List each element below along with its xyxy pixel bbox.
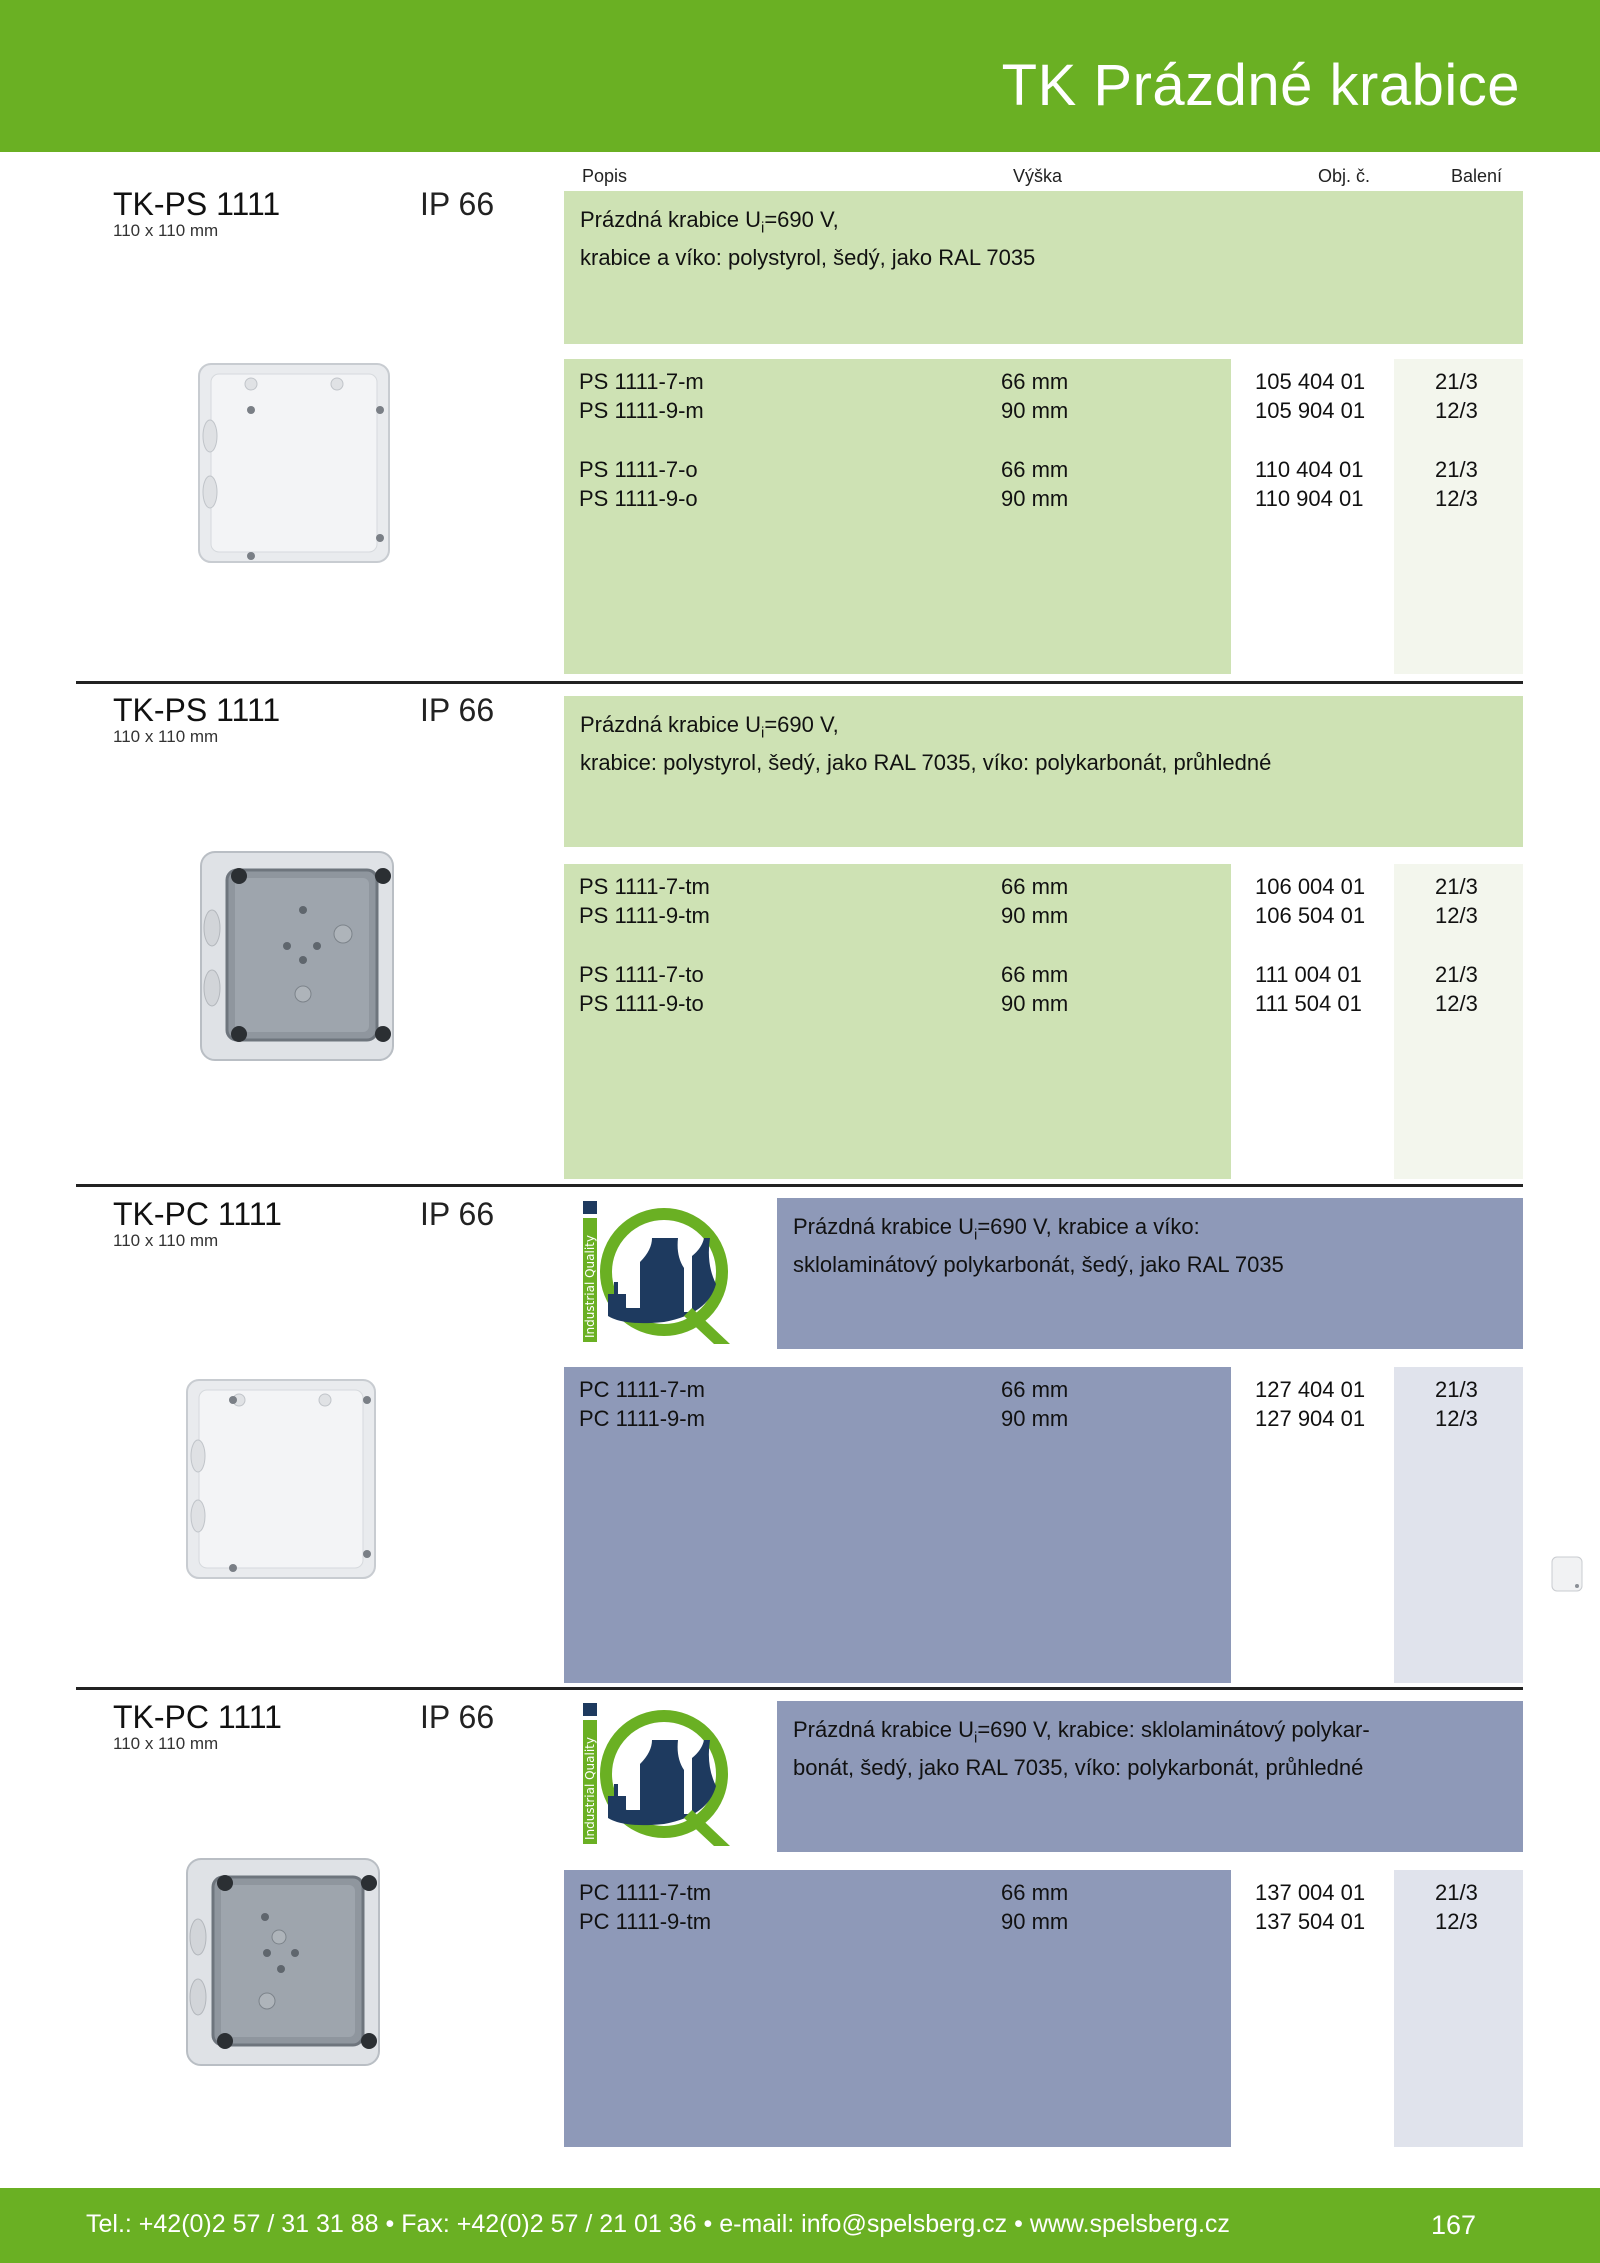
pack-quantity: 12/3 [1435, 486, 1478, 511]
description-text: Prázdná krabice $U_i=690$ V, krabice: sklolaminátový polykar- bonát, šedý, jako RAL 7035, víko: polykarbonát, průhledné [793, 1717, 1370, 1781]
height-value: 90 mm [1001, 903, 1069, 928]
pack-quantity: 12/3 [1435, 398, 1478, 423]
type-code: PS 1111-7-m [579, 369, 704, 394]
pack-quantity: 12/3 [1435, 1406, 1478, 1431]
height-value: 90 mm [1001, 398, 1069, 423]
pack-quantity: 21/3 [1435, 369, 1478, 394]
pack-quantity: 21/3 [1435, 457, 1478, 482]
product-name: TK-PC 1111 [113, 1196, 282, 1232]
type-code: PS 1111-9-o [579, 486, 698, 511]
description-box [777, 1701, 1523, 1852]
ip-rating: IP 66 [420, 1699, 495, 1735]
svg-text:Industrial Quality: Industrial Quality [583, 1737, 597, 1840]
product-photo-closed-box [195, 360, 395, 570]
order-number: 105 404 01 [1255, 369, 1366, 394]
industrial-quality-logo-icon [580, 1700, 740, 1848]
description-box [564, 191, 1523, 344]
product-photo-closed-box [183, 1376, 381, 1584]
height-value: 66 mm [1001, 1377, 1069, 1402]
type-code: PS 1111-7-to [579, 962, 704, 987]
type-code: PC 1111-9-tm [579, 1909, 712, 1934]
product-photo-transparent-lid-box [183, 1855, 383, 2071]
pack-quantity: 21/3 [1435, 962, 1478, 987]
column-heading-vyska: Výška [1013, 166, 1063, 186]
order-number: 111 504 01 [1255, 991, 1362, 1016]
description-box [777, 1198, 1523, 1349]
pack-quantity: 12/3 [1435, 903, 1478, 928]
order-number: 127 904 01 [1255, 1406, 1366, 1431]
order-number: 137 504 01 [1255, 1909, 1366, 1934]
column-heading-baleni: Balení [1451, 166, 1503, 186]
product-name: TK-PS 1111 [113, 692, 281, 728]
section-divider [76, 1687, 1523, 1690]
column-heading-obj: Obj. č. [1318, 166, 1371, 186]
product-photo-transparent-lid-box [197, 848, 397, 1066]
pack-quantity: 21/3 [1435, 874, 1478, 899]
order-number: 106 504 01 [1255, 903, 1366, 928]
product-size: 110 x 110 mm [113, 1734, 219, 1753]
height-value: 90 mm [1001, 1909, 1069, 1934]
footer-contact-info: Tel.: +42(0)2 57 / 31 31 88 • Fax: +42(0)2 57 / 21 01 36 • e-mail: info@spelsberg.cz • www.spelsberg.cz [86, 2210, 1230, 2238]
height-value: 90 mm [1001, 486, 1069, 511]
svg-text:Industrial Quality: Industrial Quality [583, 1235, 597, 1338]
height-value: 90 mm [1001, 991, 1069, 1016]
pack-quantity: 21/3 [1435, 1377, 1478, 1402]
product-size: 110 x 110 mm [113, 221, 219, 240]
description-box [564, 696, 1523, 847]
type-code: PS 1111-9-tm [579, 903, 710, 928]
type-code: PS 1111-7-o [579, 457, 698, 482]
ip-rating: IP 66 [420, 186, 495, 222]
type-code: PS 1111-9-to [579, 991, 704, 1016]
order-number: 106 004 01 [1255, 874, 1366, 899]
height-value: 66 mm [1001, 1880, 1069, 1905]
height-value: 66 mm [1001, 962, 1069, 987]
product-name: TK-PC 1111 [113, 1699, 282, 1735]
pack-quantity: 12/3 [1435, 991, 1478, 1016]
pack-quantity: 12/3 [1435, 1909, 1478, 1934]
section-divider [76, 681, 1523, 684]
column-heading-popis: Popis [582, 166, 628, 186]
ip-rating: IP 66 [420, 1196, 495, 1232]
description-text: Prázdná krabice $U_i=690$ V, krabice a víko: sklolaminátový polykarbonát, šedý, jako RAL 7035 [793, 1214, 1284, 1278]
section-divider [76, 1184, 1523, 1187]
chapter-thumbnail-icon [1549, 1554, 1585, 1594]
page-number: 167 [1430, 2210, 1476, 2240]
height-value: 90 mm [1001, 1406, 1069, 1431]
order-number: 111 004 01 [1255, 962, 1362, 987]
height-value: 66 mm [1001, 369, 1069, 394]
height-value: 66 mm [1001, 874, 1069, 899]
order-number: 127 404 01 [1255, 1377, 1366, 1402]
page-footer [0, 2188, 1600, 2263]
type-code: PS 1111-7-tm [579, 874, 710, 899]
pack-quantity: 21/3 [1435, 1880, 1478, 1905]
order-number: 137 004 01 [1255, 1880, 1366, 1905]
type-code: PC 1111-9-m [579, 1406, 705, 1431]
height-value: 66 mm [1001, 457, 1069, 482]
description-text: Prázdná krabice $U_i=690$ V, krabice a víko: polystyrol, šedý, jako RAL 7035 [580, 207, 1036, 271]
description-text: Prázdná krabice $U_i=690$ V, krabice: polystyrol, šedý, jako RAL 7035, víko: polykarbonát, průhledné [580, 712, 1272, 776]
product-name: TK-PS 1111 [113, 186, 281, 222]
order-number: 110 904 01 [1255, 486, 1364, 511]
order-number: 110 404 01 [1255, 457, 1364, 482]
ip-rating: IP 66 [420, 692, 495, 728]
product-size: 110 x 110 mm [113, 727, 219, 746]
type-code: PC 1111-7-m [579, 1377, 705, 1402]
order-number: 105 904 01 [1255, 398, 1366, 423]
page-title: TK Prázdné krabice [1001, 53, 1520, 118]
page-header [0, 0, 1600, 152]
industrial-quality-logo-icon [580, 1198, 740, 1346]
type-code: PC 1111-7-tm [579, 1880, 712, 1905]
product-size: 110 x 110 mm [113, 1231, 219, 1250]
type-code: PS 1111-9-m [579, 398, 704, 423]
